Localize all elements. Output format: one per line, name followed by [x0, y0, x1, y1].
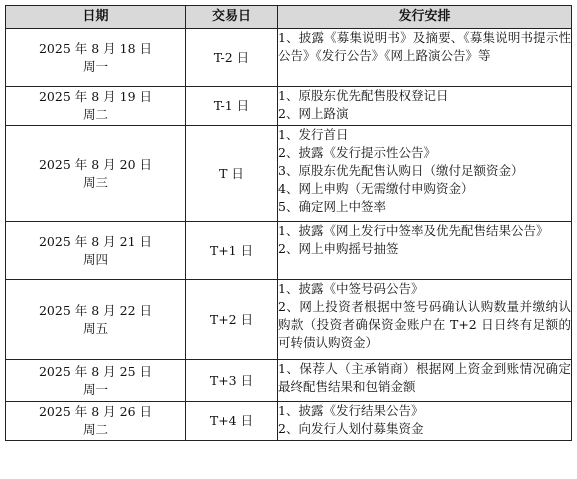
arrangement-item: 1、发行首日 — [278, 127, 349, 142]
arrangement-cell — [278, 280, 572, 360]
arrangement-item: 1、披露《发行结果公告》 — [278, 403, 424, 418]
arrangement-item: 2、网上申购摇号抽签 — [278, 241, 399, 256]
arrangement-item: 1、原股东优先配售股权登记日 — [278, 88, 449, 103]
arrangement-cell — [278, 222, 572, 280]
arrangement-item: 1、披露《网上发行中签率及优先配售结果公告》 — [278, 223, 549, 238]
date-text: 2025 年 8 月 18 日 — [38, 40, 153, 56]
date-text: 2025 年 8 月 25 日 — [38, 363, 153, 379]
arrangement-cell — [278, 29, 572, 87]
table-row — [6, 87, 572, 126]
arrangement-item: 1、披露《募集说明书》及摘要、《募集说明书提示性公告》《发行公告》《网上路演公告》等 — [278, 30, 571, 63]
weekday-text: 周五 — [82, 320, 108, 336]
arrangement-cell — [278, 87, 572, 126]
header-arrangement: 发行安排 — [278, 6, 572, 29]
arrangement-cell — [278, 126, 572, 222]
weekday-text: 周三 — [82, 174, 108, 190]
header-trading-day: 交易日 — [186, 6, 278, 29]
table-row — [6, 402, 572, 441]
arrangement-cell — [278, 360, 572, 402]
date-cell — [6, 126, 186, 222]
date-text: 2025 年 8 月 19 日 — [38, 89, 153, 104]
table-row — [6, 360, 572, 402]
weekday-text: 周二 — [82, 107, 108, 122]
table-row — [6, 280, 572, 360]
trading-day-cell: T+3 日 — [186, 360, 278, 402]
arrangement-item: 1、披露《中签号码公告》 — [278, 281, 424, 296]
date-text: 2025 年 8 月 22 日 — [38, 302, 153, 318]
arrangement-item: 3、原股东优先配售认购日（缴付足额资金） — [278, 163, 524, 178]
arrangement-item: 2、披露《发行提示性公告》 — [278, 145, 436, 160]
date-cell — [6, 402, 186, 441]
table-row — [6, 126, 572, 222]
header-date: 日期 — [6, 6, 186, 29]
date-cell — [6, 29, 186, 87]
arrangement-item: 2、网上路演 — [278, 106, 349, 121]
arrangement-cell — [278, 402, 572, 441]
date-text: 2025 年 8 月 20 日 — [38, 156, 153, 172]
weekday-text: 周一 — [82, 381, 108, 397]
trading-day-cell: T-1 日 — [186, 87, 278, 126]
trading-day-cell: T+2 日 — [186, 280, 278, 360]
date-text: 2025 年 8 月 21 日 — [38, 233, 153, 249]
arrangement-item: 4、网上申购（无需缴付申购资金） — [278, 181, 474, 196]
date-cell — [6, 222, 186, 280]
trading-day-cell: T-2 日 — [186, 29, 278, 87]
table-row — [6, 29, 572, 87]
date-cell — [6, 360, 186, 402]
table-row — [6, 222, 572, 280]
arrangement-item: 2、网上投资者根据中签号码确认认购数量并缴纳认购款（投资者确保资金账户在 T+2 日日终有足额的可转债认购资金） — [278, 299, 571, 350]
weekday-text: 周二 — [82, 422, 108, 437]
weekday-text: 周一 — [82, 58, 108, 74]
date-cell — [6, 280, 186, 360]
weekday-text: 周四 — [82, 251, 108, 267]
trading-day-cell: T+1 日 — [186, 222, 278, 280]
trading-day-cell: T 日 — [186, 126, 278, 222]
date-cell — [6, 87, 186, 126]
arrangement-item: 1、保荐人（主承销商）根据网上资金到账情况确定最终配售结果和包销金额 — [278, 361, 571, 394]
table-header-row — [6, 6, 572, 29]
date-text: 2025 年 8 月 26 日 — [38, 404, 153, 419]
arrangement-item: 5、确定网上中签率 — [278, 199, 386, 214]
issuance-schedule-table — [5, 5, 572, 441]
trading-day-cell: T+4 日 — [186, 402, 278, 441]
arrangement-item: 2、向发行人划付募集资金 — [278, 421, 424, 436]
